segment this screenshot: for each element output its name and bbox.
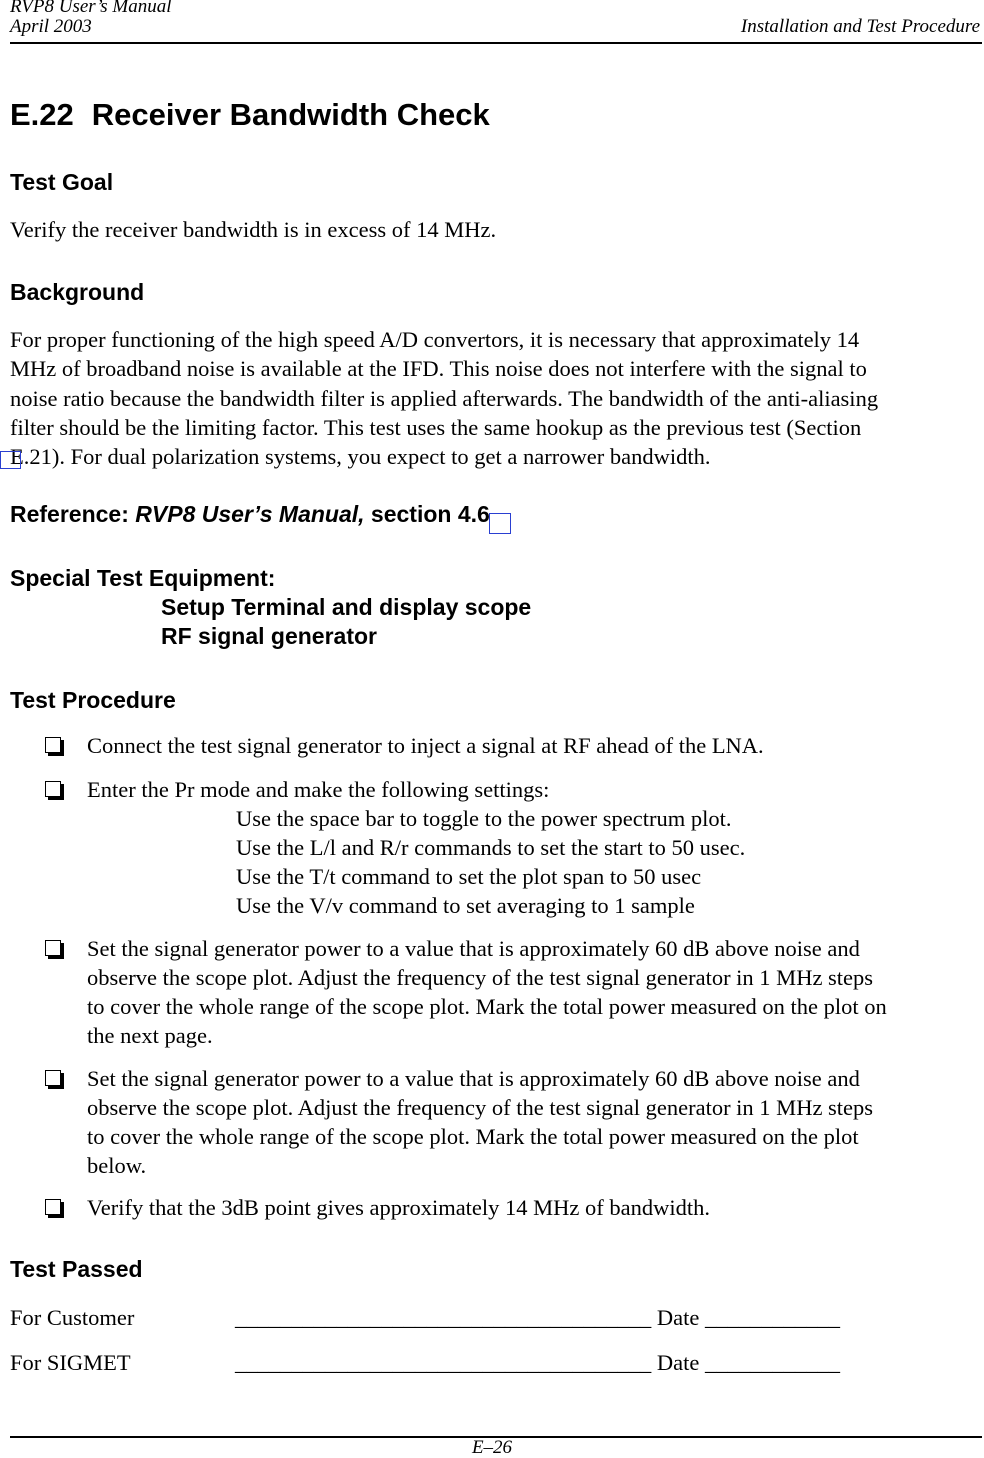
step-subline: Use the space bar to toggle to the power spectrum plot. [236,806,732,831]
reference-doc: RVP8 User’s Manual, [135,501,365,527]
step-line: Enter the Pr mode and make the following settings: [87,777,550,802]
background-line: E.21). For dual polarization systems, you expect to get a narrower bandwidth. [10,444,711,470]
section-title [10,97,490,133]
background-paragraph [10,325,984,471]
step-line: Set the signal generator power to a value that is approximately 60 dB above noise and [87,936,860,961]
equipment-item: Setup Terminal and display scope [161,594,532,620]
step-subline: Use the T/t command to set the plot span to 50 usec [236,864,702,889]
test-passed-heading: Test Passed [10,1256,143,1282]
header-manual-title: RVP8 User’s Manual [10,0,172,17]
procedure-heading: Test Procedure [10,687,176,713]
procedure-step [87,1193,984,1222]
page-number: E–26 [471,1437,513,1458]
header-date: April 2003 [10,16,92,37]
header-chapter: Installation and Test Procedure [740,16,980,37]
step-subline: Use the L/l and R/r commands to set the start to 50 usec. [236,835,746,860]
background-line: MHz of broadband noise is available at the IFD. This noise does not interfere with the signal to [10,356,867,382]
step-checkbox[interactable] [45,737,61,753]
step-line: Verify that the 3dB point gives approximately 14 MHz of bandwidth. [87,1195,711,1220]
step-checkbox[interactable] [45,1070,61,1086]
procedure-step [87,731,984,760]
step-checkbox[interactable] [45,1199,61,1215]
signature-field-customer[interactable] [235,1303,840,1332]
step-line: the next page. [87,1023,213,1048]
equipment-heading: Special Test Equipment: [10,565,276,591]
signoff-label-customer: For Customer [10,1305,135,1330]
step-line: Connect the test signal generator to inject a signal at RF ahead of the LNA. [87,733,764,758]
signoff-label-sigmet: For SIGMET [10,1350,131,1375]
step-checkbox[interactable] [45,781,61,797]
section-number: E.22 [10,97,74,132]
step-subline: Use the V/v command to set averaging to 1 sample [236,893,695,918]
header-rule [10,42,982,44]
signature-line: _____________________________________ [235,1305,652,1330]
step-line: below. [87,1153,147,1178]
link-marker[interactable] [489,513,511,534]
link-marker[interactable] [0,451,21,469]
signature-line: _____________________________________ [235,1350,652,1375]
procedure-step [87,775,984,920]
date-label: Date [656,1305,700,1330]
background-line: filter should be the limiting factor. This test uses the same hookup as the previous test (Section [10,414,862,440]
step-checkbox[interactable] [45,940,61,956]
background-line: For proper functioning of the high speed A/D convertors, it is necessary that approximately 14 [10,327,860,352]
background-heading: Background [10,279,145,305]
step-line: observe the scope plot. Adjust the frequency of the test signal generator in 1 MHz steps [87,1095,874,1120]
procedure-step [87,934,984,1050]
step-line: observe the scope plot. Adjust the frequency of the test signal generator in 1 MHz steps [87,965,874,990]
signature-field-sigmet[interactable] [235,1348,840,1377]
test-goal-heading: Test Goal [10,169,114,195]
section-title-text: Receiver Bandwidth Check [91,97,490,132]
reference-label: Reference: [10,501,136,527]
test-goal-text: Verify the receiver bandwidth is in excess of 14 MHz. [10,217,497,242]
equipment-item: RF signal generator [161,623,377,649]
background-line: noise ratio because the bandwidth filter is applied afterwards. The bandwidth of the anti-aliasing [10,385,879,411]
date-line: ____________ [704,1350,840,1375]
reference-section: section 4.6 [364,501,490,527]
step-line: to cover the whole range of the scope plot. Mark the total power measured on the plot on [87,994,887,1019]
step-line: Set the signal generator power to a value that is approximately 60 dB above noise and [87,1066,860,1091]
date-line: ____________ [704,1305,840,1330]
step-line: to cover the whole range of the scope plot. Mark the total power measured on the plot [87,1124,859,1149]
date-label: Date [656,1350,700,1375]
procedure-step [87,1064,984,1180]
reference-line [10,501,490,528]
